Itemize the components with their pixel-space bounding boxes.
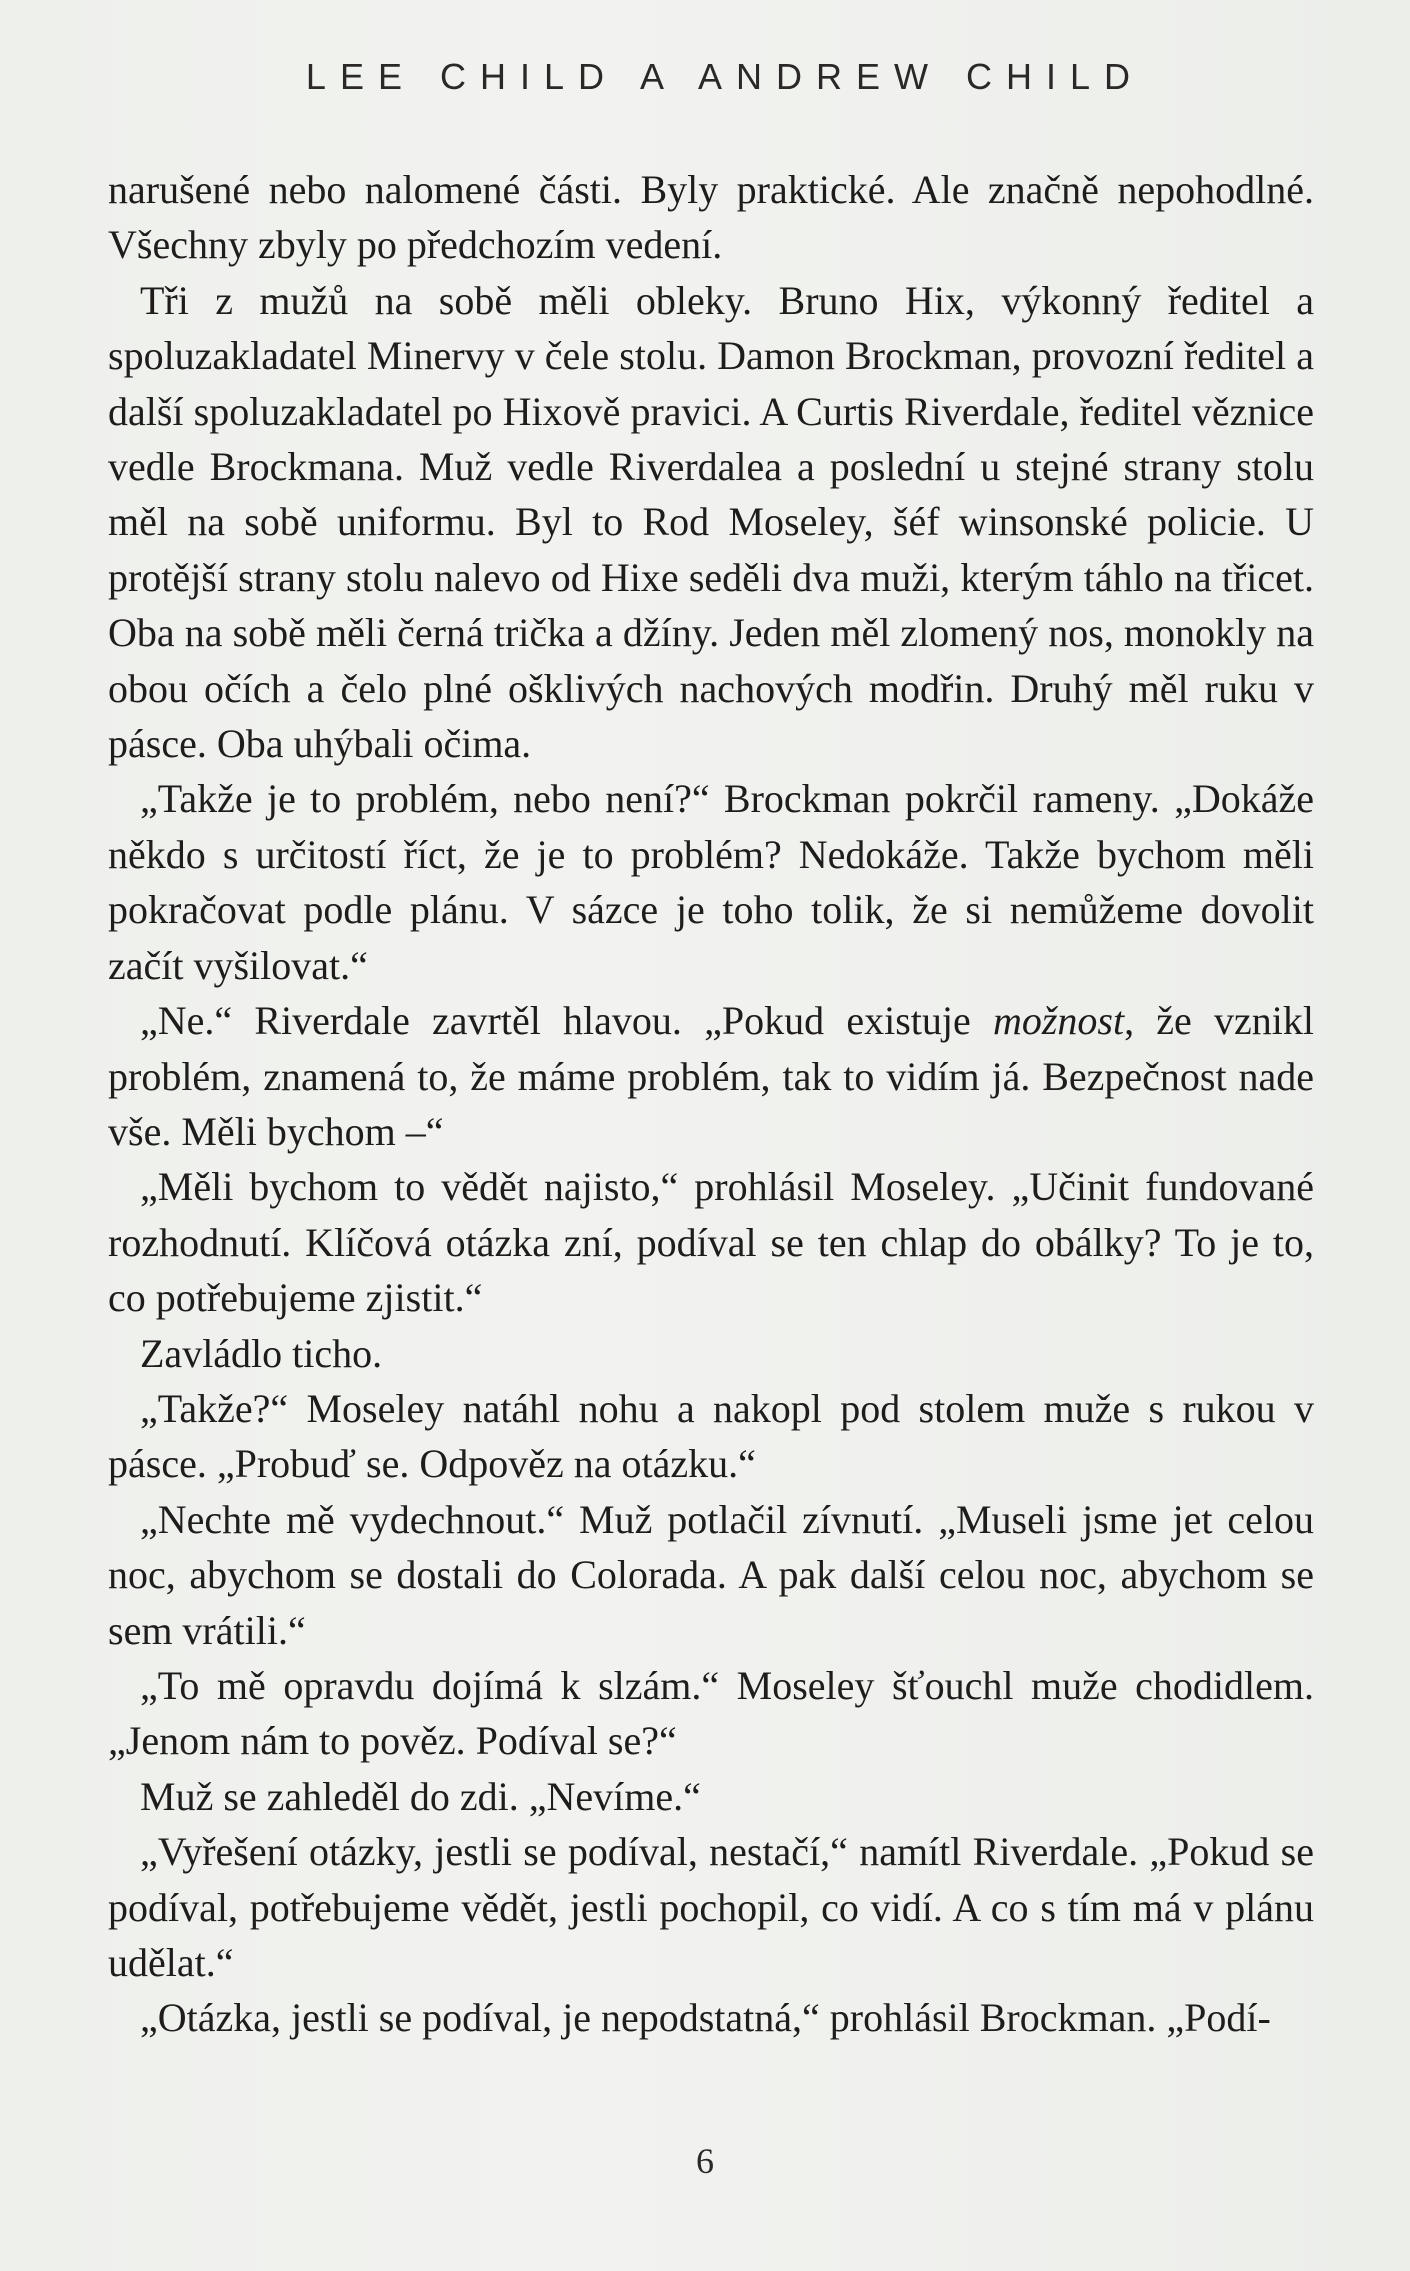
running-head: LEE CHILD A ANDREW CHILD	[305, 56, 1145, 97]
paragraph-text: , že vznikl problém, znamená to, že máme problém, tak to vidím já. Bezpečnost nade vše. Měli bychom –“	[108, 998, 1314, 1154]
paragraph: „Takže je to problém, nebo není?“ Brockman pokrčil rameny. „Dokáže někdo s určitostí říct, že je to problém? Nedokáže. Takže bychom měli pokračovat podle plánu. V sázce je toho tolik, že si nemůžeme dovolit začít vyšilovat.“	[108, 776, 1314, 988]
body-text	[108, 162, 1314, 2046]
paragraph: „Takže?“ Moseley natáhl nohu a nakopl pod stolem muže s rukou v pásce. „Probuď se. Odpověz na otázku.“	[108, 1385, 1314, 1487]
paragraph: narušené nebo nalomené části. Byly praktické. Ale značně nepohodlné. Všechny zbyly po předchozím vedení.	[108, 167, 1314, 268]
paragraph: „Otázka, jestli se podíval, je nepodstatná,“ prohlásil Brockman. „Podí-	[140, 1995, 1271, 2041]
paragraph	[108, 993, 1314, 1159]
paragraph: „Vyřešení otázky, jestli se podíval, nestačí,“ namítl Riverdale. „Pokud se podíval, potřebujeme vědět, jestli pochopil, co vidí. A co s tím má v plánu udělat.“	[108, 1829, 1314, 1985]
paragraph: „To mě opravdu dojímá k slzám.“ Moseley šťouchl muže chodidlem. „Jenom nám to pověz. Podíval se?“	[108, 1662, 1314, 1764]
paragraph: „Měli bychom to vědět najisto,“ prohlásil Moseley. „Učinit fundované rozhodnutí. Klíčová otázka zní, podíval se ten chlap do obálky? To je to, co potřebujeme zjistit.“	[108, 1164, 1314, 1321]
paragraph-text: „Ne.“ Riverdale zavrtěl hlavou. „Pokud existuje	[140, 998, 993, 1044]
paragraph: Tři z mužů na sobě měli obleky. Bruno Hix, výkonný ředitel a spoluzakladatel Minervy v čele stolu. Damon Brockman, provozní ředitel a další spoluzakladatel po Hixově pravici. A Curtis Riverdale, ředitel věznice vedle Brockmana. Muž vedle Riverdalea a poslední u stejné strany stolu měl na sobě uniformu. Byl to Rod Moseley, šéf winsonské policie. U protější strany stolu nalevo od Hixe seděli dva muži, kterým táhlo na třicet. Oba na sobě měli černá trička a džíny. Jeden měl zlomený nos, monokly na obou očích a čelo plné ošklivých nachových modřin. Druhý měl ruku v pásce. Oba uhýbali očima.	[108, 277, 1314, 767]
paragraph: Muž se zahleděl do zdi. „Nevíme.“	[140, 1773, 701, 1819]
page-number: 6	[696, 2141, 714, 2181]
paragraph: Zavládlo ticho.	[140, 1330, 383, 1376]
paragraph: „Nechte mě vydechnout.“ Muž potlačil zívnutí. „Museli jsme jet celou noc, abychom se dostali do Colorada. A pak další celou noc, abychom se sem vrátili.“	[108, 1496, 1314, 1653]
emphasis-text: možnost	[992, 998, 1125, 1044]
